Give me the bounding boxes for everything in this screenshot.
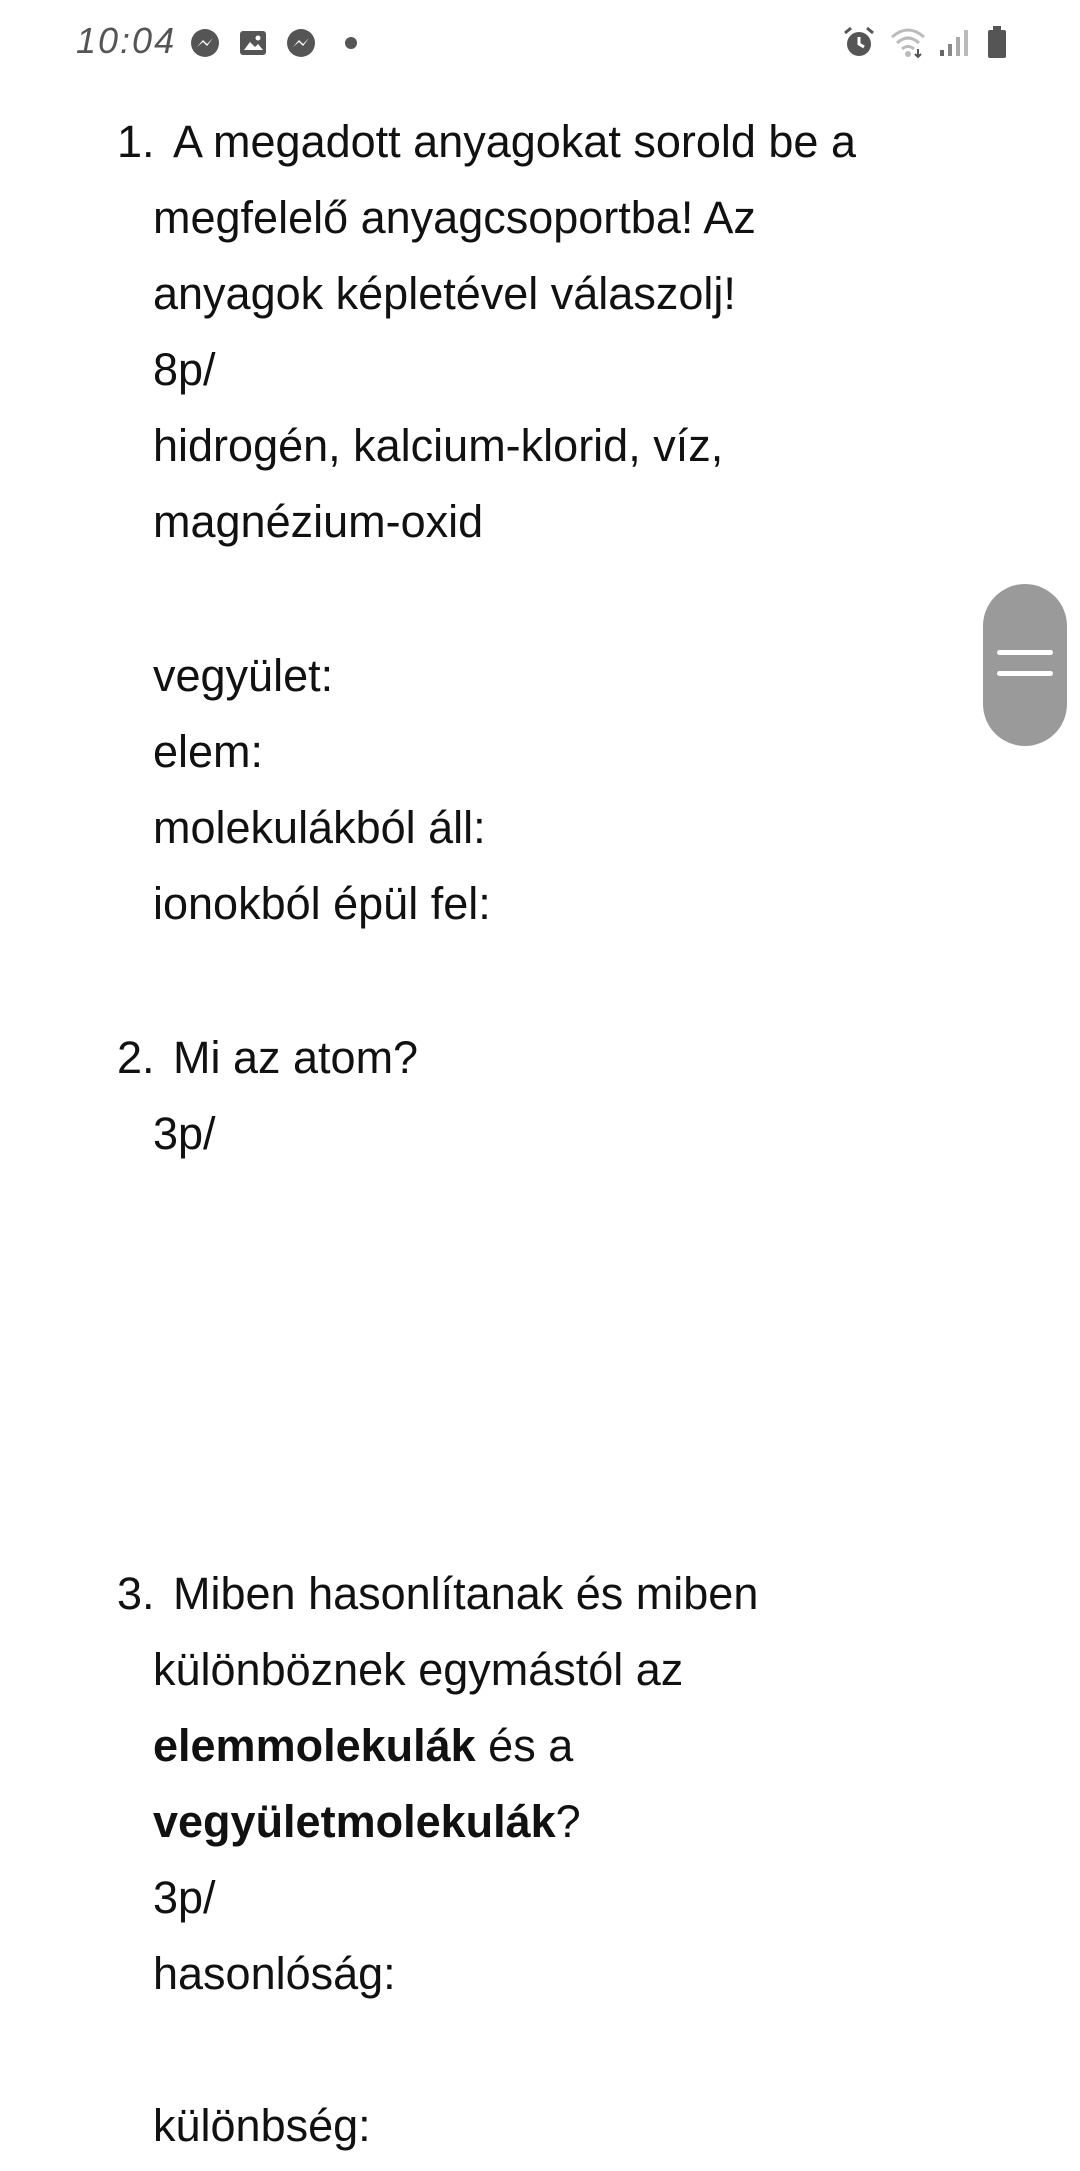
question-3-points: 3p/ [153, 1872, 216, 1923]
scroll-handle[interactable] [983, 584, 1067, 746]
question-1-title-line-2: megfelelő anyagcsoportba! Az [153, 192, 756, 243]
bold-term-vegyuletmolekulak: vegyületmolekulák [153, 1796, 556, 1847]
question-3-title-line-2: különböznek egymástól az [153, 1644, 684, 1695]
status-time: 10:04 [76, 20, 177, 61]
status-bar [0, 0, 1080, 90]
answer-label-vegyulet: vegyület: [153, 650, 334, 701]
answer-label-elem: elem: [153, 726, 264, 777]
question-2-points: 3p/ [153, 1108, 216, 1159]
battery-icon [986, 25, 1008, 59]
question-2-title: 2. Mi az atom? [117, 1030, 418, 1086]
question-3-title-line-3: elemmolekulák és a [153, 1720, 574, 1771]
wifi-icon [888, 25, 928, 59]
question-1-title-line-1: 1. A megadott anyagokat sorold be a [117, 114, 856, 170]
answer-label-hasonlosag: hasonlóság: [153, 1948, 396, 1999]
signal-icon [938, 26, 970, 58]
answer-label-ionokbol: ionokból épül fel: [153, 878, 491, 929]
alarm-icon [842, 25, 876, 59]
question-3-title-line-1: 3. Miben hasonlítanak és miben [117, 1566, 758, 1622]
dot-icon [344, 36, 358, 50]
gallery-icon [238, 28, 268, 58]
answer-label-kulonbseg: különbség: [153, 2100, 371, 2151]
question-3-number: 3. [117, 1568, 155, 1619]
question-1-number: 1. [117, 116, 155, 167]
question-1-points: 8p/ [153, 344, 216, 395]
question-1-substances-line-2: magnézium-oxid [153, 496, 484, 547]
question-2-number: 2. [117, 1032, 155, 1083]
bold-term-elemmolekulak: elemmolekulák [153, 1720, 476, 1771]
answer-label-molekulakbol: molekulákból áll: [153, 802, 486, 853]
messenger-icon [190, 28, 220, 58]
messenger-icon [286, 28, 316, 58]
question-1-substances-line-1: hidrogén, kalcium-klorid, víz, [153, 420, 724, 471]
scroll-handle-grip-line [997, 650, 1053, 655]
scroll-handle-grip-line [997, 671, 1053, 676]
question-1-title-line-3: anyagok képletével válaszolj! [153, 268, 736, 319]
question-3-title-line-4: vegyületmolekulák? [153, 1796, 581, 1847]
